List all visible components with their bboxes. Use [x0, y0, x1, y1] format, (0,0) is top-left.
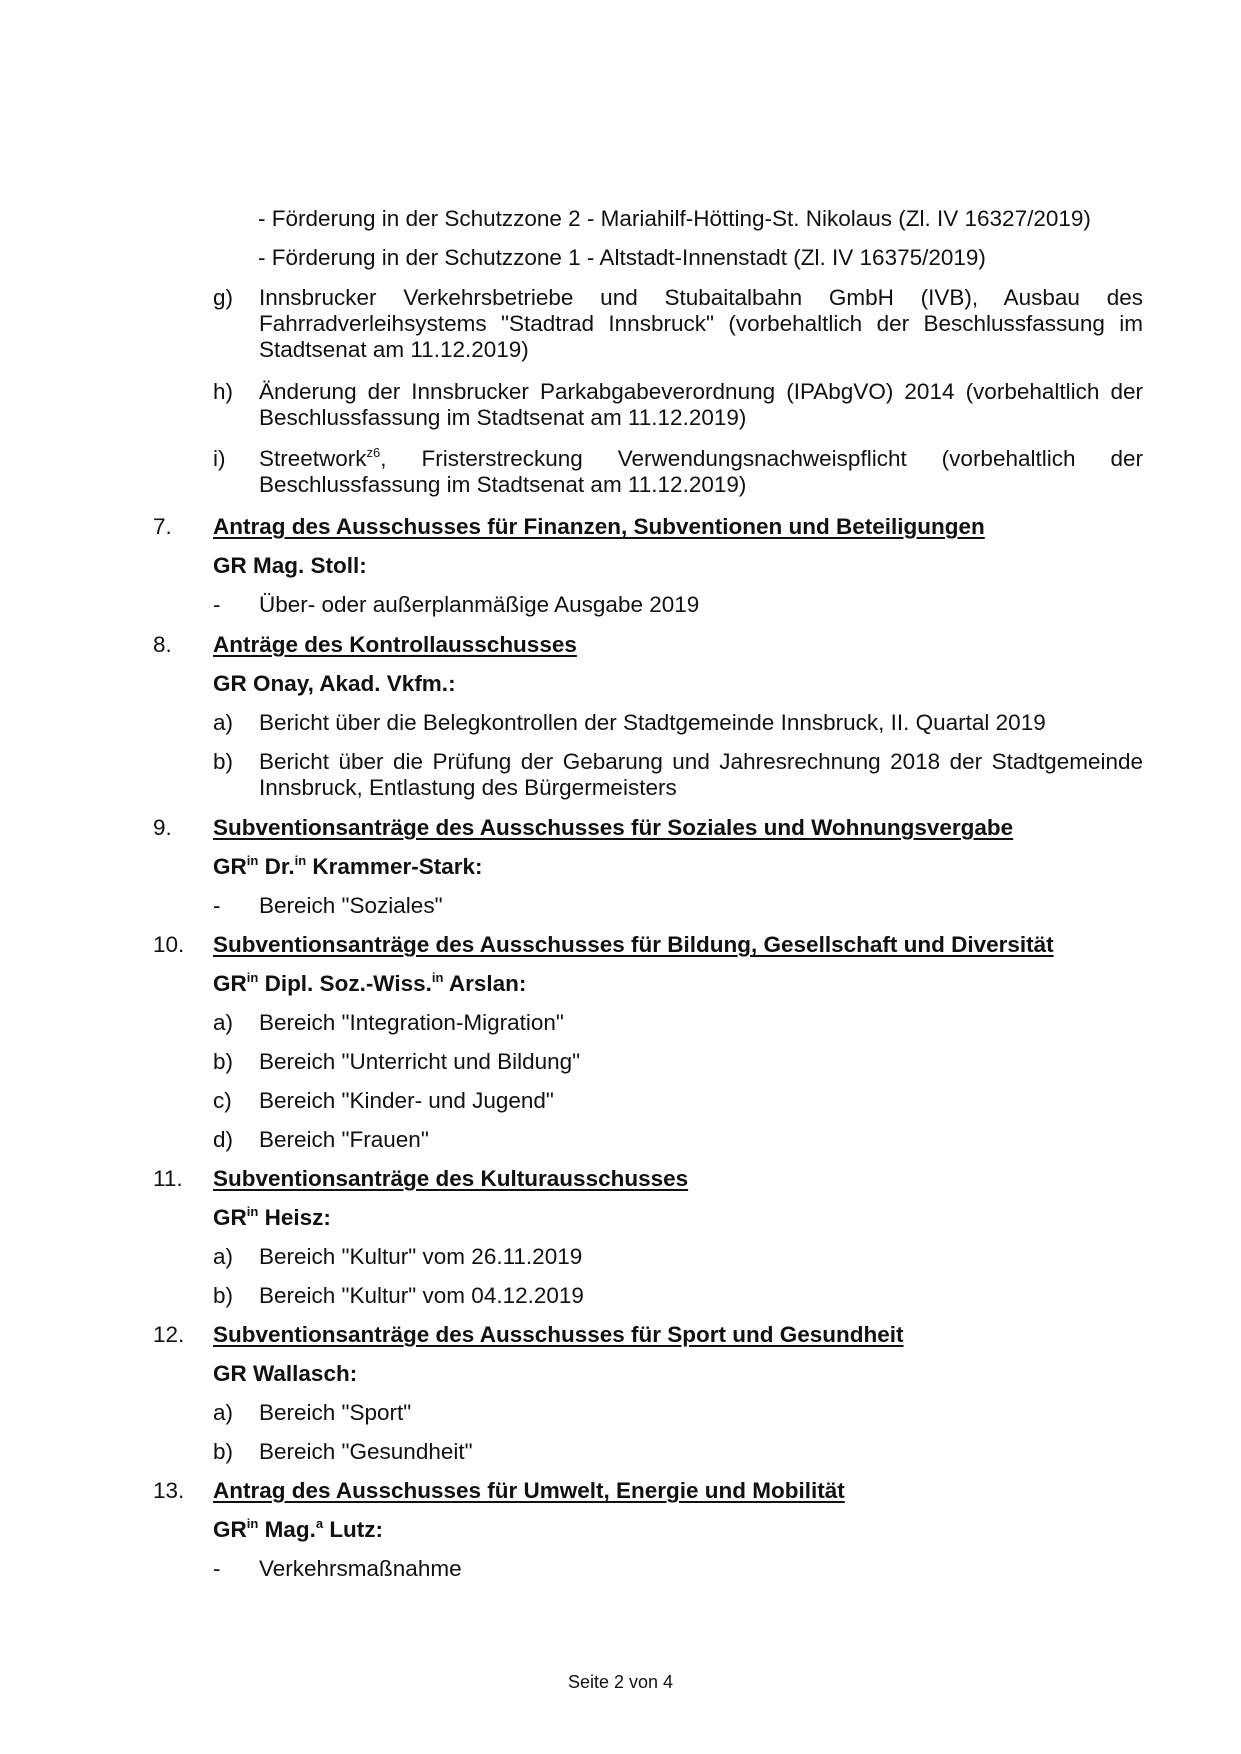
item-text: Änderung der Innsbrucker Parkabgabeverordnung (IPAbgVO) 2014 (vorbehaltlich der Beschlussfassung im Stadtsenat am 11.12.2019) — [259, 379, 1143, 430]
section-heading: Anträge des Kontrollausschusses — [213, 632, 577, 657]
speaker: GR Mag. Stoll: — [213, 553, 367, 578]
section-8 — [153, 632, 1113, 658]
section-heading: Subventionsanträge des Ausschusses für Soziales und Wohnungsvergabe — [213, 815, 1014, 840]
item-label: h) — [213, 379, 234, 404]
list-item: - Bereich "Soziales" — [213, 893, 443, 918]
list-item: d) Bereich "Frauen" — [213, 1127, 429, 1152]
item-label: g) — [213, 285, 234, 310]
speaker: $GR^{in}$ Heisz: — [213, 1204, 331, 1230]
list-item: a) Bericht über die Belegkontrollen der Stadtgemeinde Innsbruck, II. Quartal 2019 — [213, 710, 1046, 735]
list-item-g — [213, 285, 1143, 363]
list-item: - Verkehrsmaßnahme — [213, 1556, 462, 1581]
section-number: 8. — [153, 632, 172, 657]
section-number: 10. — [153, 932, 185, 957]
page-number: Seite 2 von 4 — [567, 1672, 674, 1692]
speaker: $GR^{in}$ Dipl. Soz.-Wiss.$^{in}$ Arslan: — [213, 970, 527, 996]
section-heading: Antrag des Ausschusses für Umwelt, Energie und Mobilität — [213, 1478, 845, 1503]
list-item: - Über- oder außerplanmäßige Ausgabe 2019 — [213, 592, 700, 617]
item-text: Streetwork$^{z6}$, Fristerstreckung Verwendungsnachweispflicht (vorbehaltlich der Beschlussfassung im Stadtsenat am 11.12.2019) — [259, 445, 1143, 497]
section-heading: Subventionsanträge des Ausschusses für Bildung, Gesellschaft und Diversität — [213, 932, 1054, 957]
section-number: 13. — [153, 1478, 185, 1503]
list-item: - Förderung in der Schutzzone 1 - Altstadt-Innenstadt (Zl. IV 16375/2019) — [258, 245, 986, 270]
section-heading: Subventionsanträge des Kulturausschusses — [213, 1166, 689, 1191]
section-9 — [153, 815, 1113, 841]
list-item: b) Bereich "Gesundheit" — [213, 1439, 473, 1464]
section-number: 11. — [153, 1166, 183, 1191]
speaker: GR Wallasch: — [213, 1361, 358, 1386]
list-item: b) Bereich "Unterricht und Bildung" — [213, 1049, 581, 1074]
section-12 — [153, 1322, 1113, 1348]
item-text: Innsbrucker Verkehrsbetriebe und Stubaitalbahn GmbH (IVB), Ausbau des Fahrradverleihsystems "Stadtrad Innsbruck" (vorbehaltlich der Beschlussfassung im Stadtsenat am 11.12.2019) — [259, 285, 1143, 362]
list-item-h — [213, 379, 1143, 431]
section-11 — [153, 1166, 1113, 1192]
item-label: i) — [213, 446, 226, 471]
section-10 — [153, 932, 1113, 958]
section-number: 7. — [153, 514, 172, 539]
section-number: 12. — [153, 1322, 185, 1347]
section-7 — [153, 514, 1113, 540]
list-item: a) Bereich "Sport" — [213, 1400, 412, 1425]
section-heading: Subventionsanträge des Ausschusses für Sport und Gesundheit — [213, 1322, 904, 1347]
list-item: b) Bereich "Kultur" vom 04.12.2019 — [213, 1283, 584, 1308]
list-item: a) Bereich "Integration-Migration" — [213, 1010, 564, 1035]
list-item: - Förderung in der Schutzzone 2 - Mariahilf-Hötting-St. Nikolaus (Zl. IV 16327/2019) — [258, 206, 1091, 231]
list-item: a) Bereich "Kultur" vom 26.11.2019 — [213, 1244, 583, 1269]
list-item: c) Bereich "Kinder- und Jugend" — [213, 1088, 554, 1113]
list-item-i — [213, 446, 1143, 498]
speaker: $GR^{in}$ Mag.$^a$ Lutz: — [213, 1516, 384, 1542]
speaker: GR Onay, Akad. Vkfm.: — [213, 671, 456, 696]
speaker: $GR^{in}$ Dr.$^{in}$ Krammer-Stark: — [213, 853, 483, 879]
section-number: 9. — [153, 815, 172, 840]
section-heading: Antrag des Ausschusses für Finanzen, Subventionen und Beteiligungen — [213, 514, 985, 539]
list-item: b) Bericht über die Prüfung der Gebarung und Jahresrechnung 2018 der Stadtgemeinde Innsbruck, Entlastung des Bürgermeisters — [213, 749, 1143, 800]
section-13 — [153, 1478, 1113, 1504]
